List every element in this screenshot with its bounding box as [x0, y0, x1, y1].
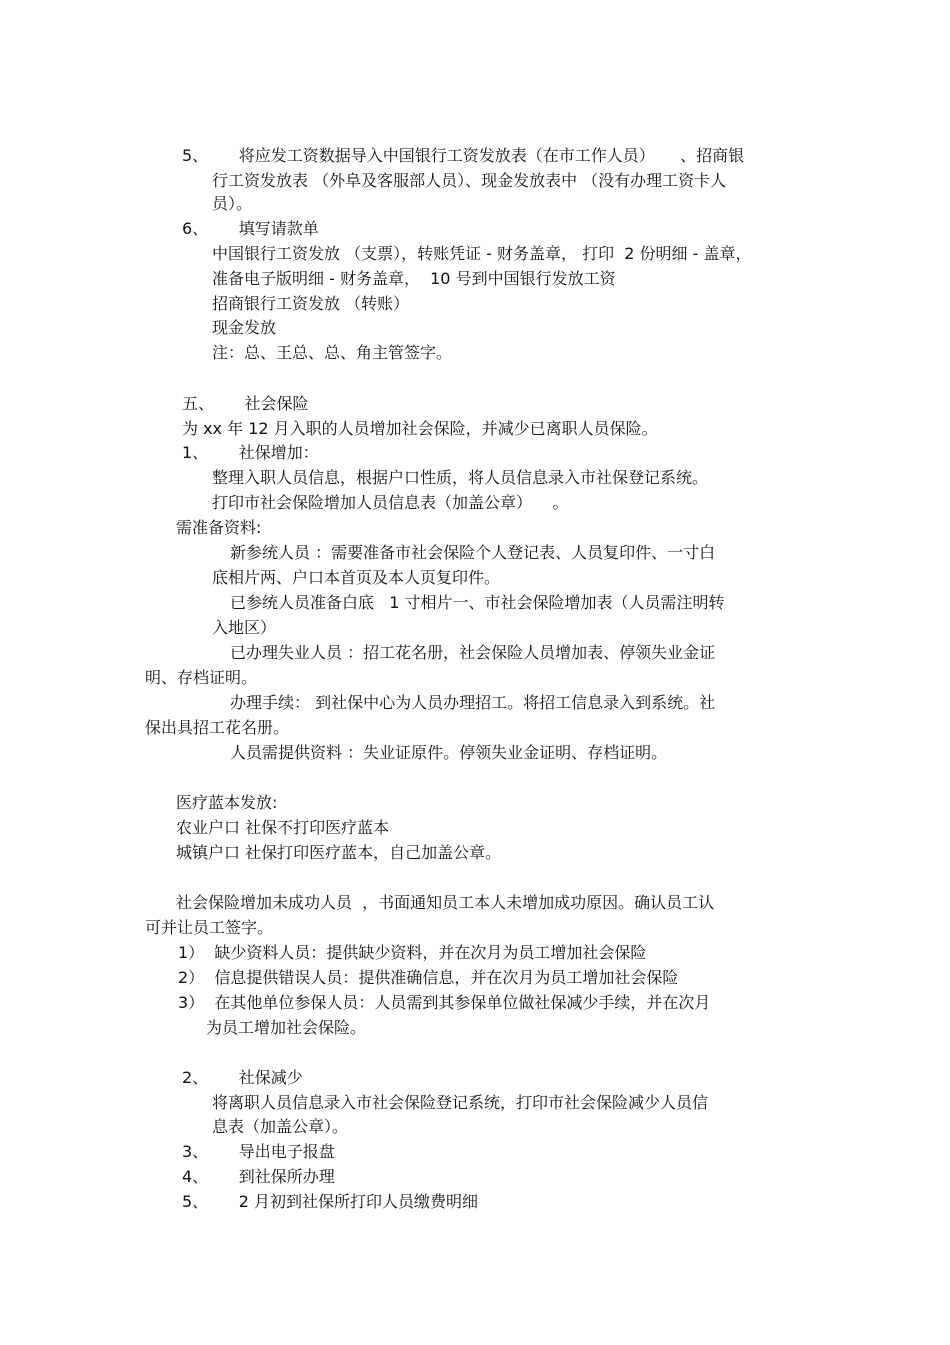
text-line: 3、 导出电子报盘: [182, 1142, 335, 1161]
text-line: 城镇户口 社保打印医疗蓝本，自己加盖公章。: [176, 843, 502, 862]
text-line: 员）。: [212, 194, 253, 213]
text-line: 人员需提供资料 ：失业证原件。停领失业金证明、存档证明。: [230, 743, 668, 762]
section-heading: 五、 社会保险: [182, 394, 309, 413]
text-line: 4、 到社保所办理: [182, 1167, 335, 1186]
text-line: 为员工增加社会保险。: [206, 1018, 367, 1037]
text-line: 将离职人员信息录入市社会保险登记系统，打印市社会保险减少人员信: [212, 1093, 709, 1112]
text-line: 为 xx 年 12 月入职的人员增加社会保险，并减少已离职人员保险。: [182, 419, 658, 438]
text-line: 中国银行工资发放 （支票），转账凭证 - 财务盖章， 打印 2 份明细 - 盖章，: [212, 244, 752, 263]
text-line: 明、存档证明。: [145, 668, 258, 687]
list-item: 1） 缺少资料人员：提供缺少资料，并在次月为员工增加社会保险: [178, 943, 647, 962]
text-line: 入地区）: [212, 618, 277, 637]
text-line: 1、 社保增加：: [182, 443, 319, 462]
text-line: 底相片两、户口本首页及本人页复印件。: [212, 568, 501, 587]
text-line: 息表（加盖公章）。: [212, 1117, 349, 1136]
text-line: 农业户口 社保不打印医疗蓝本: [176, 818, 390, 837]
text-line: 现金发放: [212, 318, 277, 337]
text-line: 已办理失业人员 ：招工花名册，社会保险人员增加表、停领失业金证: [230, 643, 716, 662]
text-line: 整理入职人员信息，根据户口性质，将人员信息录入市社保登记系统。: [212, 468, 709, 487]
text-line: 6、 填写请款单: [182, 219, 319, 238]
text-line: 社会保险增加未成功人员 ，书面通知员工本人未增加成功原因。确认员工认: [176, 893, 715, 912]
text-line: 打印市社会保险增加人员信息表（加盖公章） 。: [212, 493, 569, 512]
text-line: 需准备资料:: [176, 518, 262, 537]
list-item: 2） 信息提供错误人员：提供准确信息，并在次月为员工增加社会保险: [178, 968, 679, 987]
text-line: 行工资发放表 （外阜及客服部人员）、现金发放表中 （没有办理工资卡人: [212, 171, 727, 190]
list-item: 3） 在其他单位参保人员：人员需到其参保单位做社保减少手续，并在次月: [178, 993, 711, 1012]
text-line: 已参统人员准备白底 1 寸相片一、市社会保险增加表（人员需注明转: [230, 593, 725, 612]
text-line: 注：总、王总、总、角主管签字。: [212, 343, 453, 362]
text-line: 2、 社保减少: [182, 1068, 303, 1087]
text-line: 可并让员工签字。: [145, 918, 274, 937]
text-line: 办理手续： 到社保中心为人员办理招工。将招工信息录入到系统。社: [230, 693, 716, 712]
text-line: 招商银行工资发放 （转账）: [212, 294, 410, 313]
text-line: 新参统人员 ：需要准备市社会保险个人登记表、人员复印件、一寸白: [230, 543, 716, 562]
text-line: 医疗蓝本发放:: [176, 793, 278, 812]
text-line: 5、 将应发工资数据导入中国银行工资发放表（在市工作人员） 、招商银: [182, 146, 745, 165]
text-line: 保出具招工花名册。: [145, 718, 290, 737]
text-line: 5、 2 月初到社保所打印人员缴费明细: [182, 1192, 478, 1211]
text-line: 准备电子版明细 - 财务盖章， 10 号到中国银行发放工资: [212, 269, 616, 288]
